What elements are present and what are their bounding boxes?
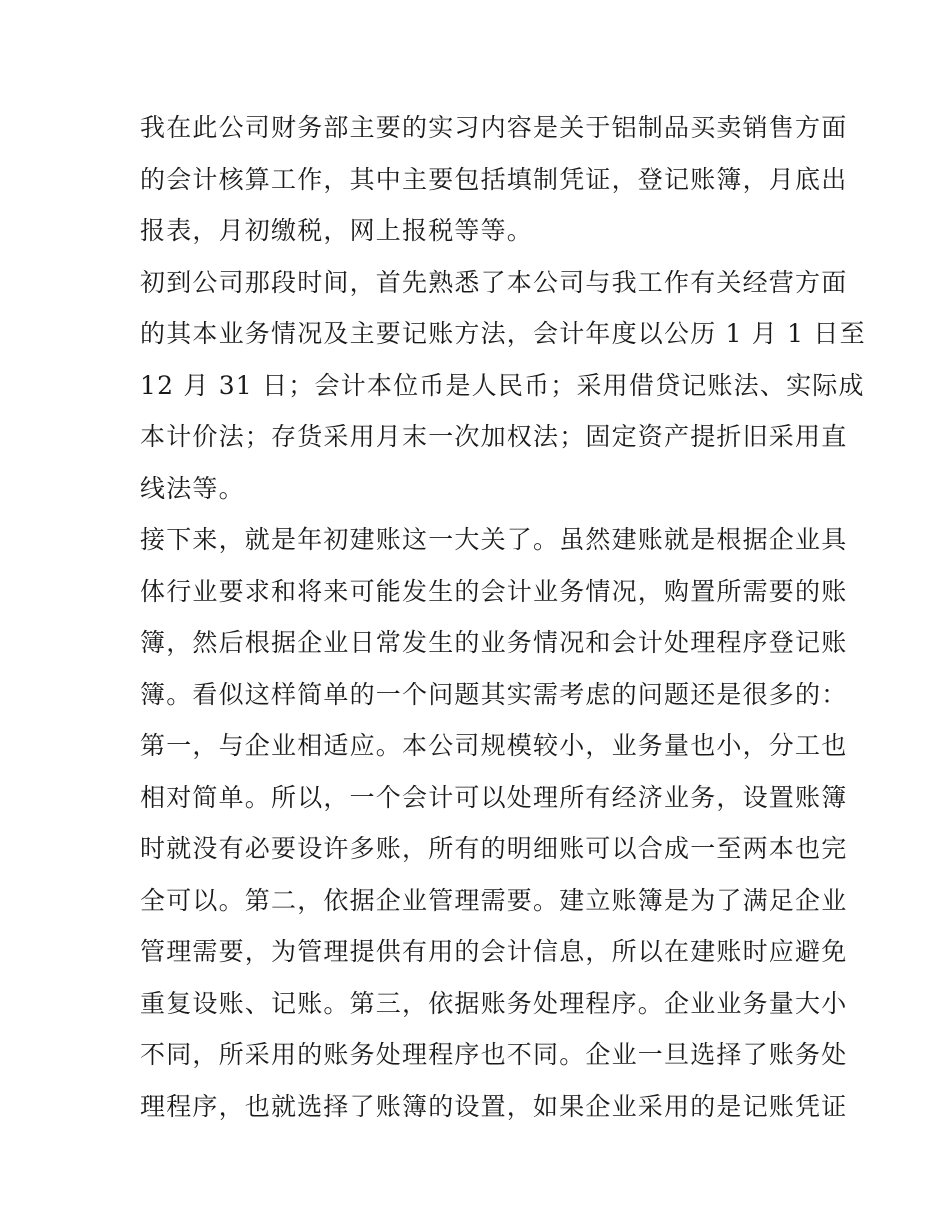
text-line: 重复设账、记账。第三，依据账务处理程序。企业业务量大小 [140, 989, 848, 1018]
text-line: 的会计核算工作，其中主要包括填制凭证，登记账簿，月底出 [140, 165, 848, 194]
text-line: 报表，月初缴税，网上报税等等。 [140, 216, 534, 245]
text-line: 管理需要，为管理提供有用的会计信息，所以在建账时应避免 [140, 937, 848, 966]
text-line: 不同，所采用的账务处理程序也不同。企业一旦选择了账务处 [140, 1040, 848, 1069]
text-line: 本计价法；存货采用月末一次加权法；固定资产提折旧采用直 [140, 422, 848, 451]
text-line: 接下来，就是年初建账这一大关了。虽然建账就是根据企业具 [140, 525, 848, 554]
text-line: 初到公司那段时间，首先熟悉了本公司与我工作有关经营方面 [140, 268, 848, 297]
text-line: 理程序，也就选择了账簿的设置，如果企业采用的是记账凭证 [140, 1092, 848, 1121]
text-line: 时就没有必要设许多账，所有的明细账可以合成一至两本也完 [140, 834, 848, 863]
text-line: 12 月 31 日；会计本位币是人民币；采用借贷记账法、实际成 [140, 371, 865, 400]
text-line: 簿。看似这样简单的一个问题其实需考虑的问题还是很多的： [140, 680, 848, 709]
text-line: 的其本业务情况及主要记账方法，会计年度以公历 1 月 1 日至 [140, 319, 866, 348]
text-line: 我在此公司财务部主要的实习内容是关于铝制品买卖销售方面 [140, 113, 848, 142]
text-line: 相对简单。所以，一个会计可以处理所有经济业务，设置账簿 [140, 783, 848, 812]
text-line: 簿，然后根据企业日常发生的业务情况和会计处理程序登记账 [140, 628, 848, 657]
text-line: 第一，与企业相适应。本公司规模较小，业务量也小，分工也 [140, 731, 848, 760]
text-line: 体行业要求和将来可能发生的会计业务情况，购置所需要的账 [140, 577, 848, 606]
text-line: 全可以。第二，依据企业管理需要。建立账簿是为了满足企业 [140, 886, 848, 915]
text-line: 线法等。 [140, 474, 245, 503]
